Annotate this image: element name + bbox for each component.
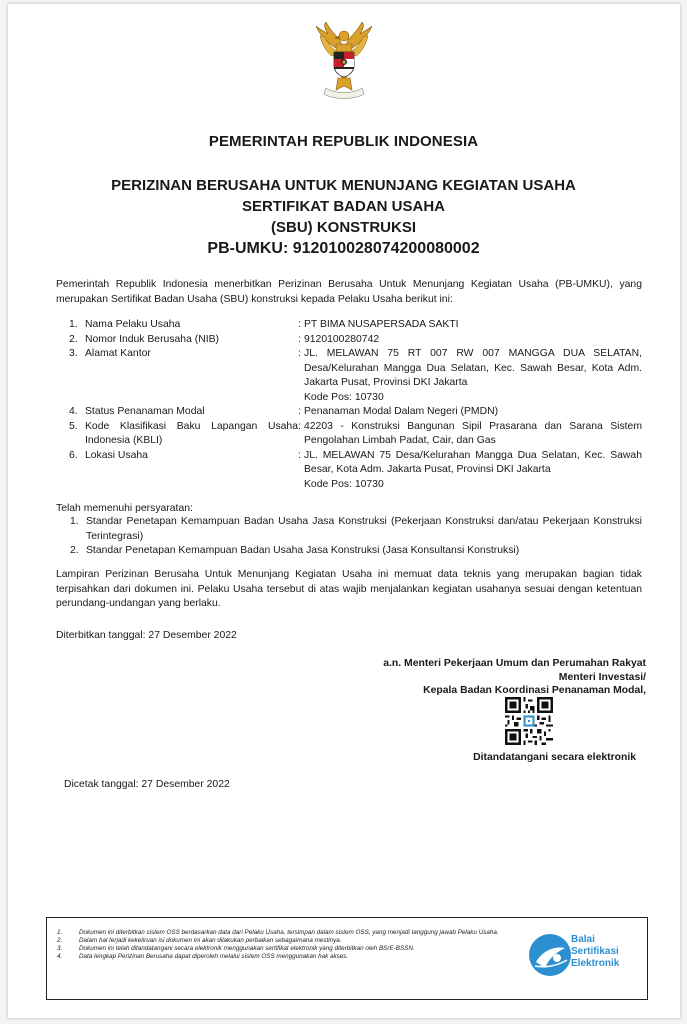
field-value: JL. MELAWAN 75 RT 007 RW 007 MANGGA DUA SELATAN, Desa/Kelurahan Mangga Dua Selatan, Kec. Sawah Besar, Kota Adm. Jakarta Pusat, Provinsi DKI Jakarta [304,348,642,388]
printed-date: Dicetak tanggal: 27 Desember 2022 [64,779,230,790]
field-number: 5. [69,420,78,432]
field-label: Status Penanaman Modal [85,406,205,417]
list-number: 1. [70,516,79,527]
field-value: Penanaman Modal Dalam Negeri (PMDN) [304,406,499,417]
field-value-postcode: Kode Pos: 10730 [304,391,384,403]
bse-text-line-2: Sertifikasi [571,946,619,957]
field-row: 5. Kode Klasifikasi Baku Lapangan Usaha Indonesia (KBLI) : 42203 - Konstruksi Bangunan Sipil Prasarana dan Sarana Sistem Pengolahan Limbah Padat, Cair, dan Gas [56,420,642,449]
field-label: Alamat Kantor [85,348,151,359]
field-row: 3. Alamat Kantor : JL. MELAWAN 75 RT 007 RW 007 MANGGA DUA SELATAN, Desa/Kelurahan Mangga Dua Selatan, Kec. Sawah Besar, Kota Adm. Jakarta Pusat, Provinsi DKI Jakarta Kode Pos: 10730 [56,347,642,405]
certificate-title [0,175,687,259]
garuda-emblem [310,22,378,102]
field-value: 42203 - Konstruksi Bangunan Sipil Prasarana dan Sarana Sistem Pengolahan Limbah Padat, Cair, dan Gas [304,420,642,446]
list-text: Standar Penetapan Kemampuan Badan Usaha Jasa Konstruksi (Pekerjaan Konstruksi dan/atau Pekerjaan Konstruksi Terintegrasi) [86,516,642,542]
field-number: 4. [69,406,78,417]
signatory-line-1: a.n. Menteri Pekerjaan Umum dan Perumahan Rakyat [383,658,646,669]
field-value: JL. MELAWAN 75 Desa/Kelurahan Mangga Dua Selatan, Kec. Sawah Besar, Kota Adm. Jakarta Pusat, Provinsi DKI Jakarta [304,449,642,475]
bse-text-line-1: Balai [571,934,595,945]
field-label: Lokasi Usaha [85,449,148,461]
field-row: 1. Nama Pelaku Usaha : PT BIMA NUSAPERSADA SAKTI [56,318,642,333]
field-number: 1. [69,319,78,330]
field-number: 3. [69,348,78,359]
bse-emblem-icon [527,932,573,978]
electronic-signature-note: Ditandatangani secara elektronik [473,752,636,763]
field-row: 4. Status Penanaman Modal : Penanaman Modal Dalam Negeri (PMDN) [56,405,642,420]
footer-note: 1. Dokumen ini diterbitkan sistem OSS berdasarkan data dari Pelaku Usaha, tersimpan dalam sistem OSS, yang menjadi tanggung jawab Pelaku Usaha. [57,929,499,936]
field-row: 2. Nomor Induk Berusaha (NIB) : 9120100280742 [56,333,642,348]
license-number: PB-UMKU: 912010028074200080002 [207,240,480,257]
field-number: 2. [69,333,78,345]
field-value: PT BIMA NUSAPERSADA SAKTI [304,319,459,330]
list-item [56,544,642,559]
title-line-1: PERIZINAN BERUSAHA UNTUK MENUNJANG KEGIATAN USAHA [111,177,576,194]
issued-date: Diterbitkan tanggal: 27 Desember 2022 [56,630,237,641]
signatory-line-2: Menteri Investasi/ [558,671,646,683]
field-value-postcode: Kode Pos: 10730 [304,478,384,490]
qr-code [505,697,553,745]
field-number: 6. [69,449,78,461]
business-details [56,318,642,492]
field-row: 6. Lokasi Usaha : JL. MELAWAN 75 Desa/Kelurahan Mangga Dua Selatan, Kec. Sawah Besar, Kota Adm. Jakarta Pusat, Provinsi DKI Jakarta Kode Pos: 10730 [56,449,642,493]
government-title: PEMERINTAH REPUBLIK INDONESIA [208,133,479,150]
footer-note: 4. Data lengkap Perizinan Berusaha dapat diperoleh melalui sistem OSS menggunakan hak akses. [57,953,349,960]
field-label: Nama Pelaku Usaha [85,319,181,330]
signatory-block [360,657,646,698]
bse-text-line-3: Elektronik [571,958,620,969]
requirements-heading: Telah memenuhi persyaratan: [56,503,193,514]
list-number: 2. [70,545,79,556]
intro-paragraph: Pemerintah Republik Indonesia menerbitkan Perizinan Berusaha Untuk Menunjang Kegiatan Usaha (PB-UMKU), yang merupakan Sertifikat Badan Usaha (SBU) konstruksi kepada Pelaku Usaha berikut ini: [56,279,642,305]
list-text: Standar Penetapan Kemampuan Badan Usaha Jasa Konstruksi (Jasa Konsultansi Konstruksi) [86,545,520,556]
field-label: Kode Klasifikasi Baku Lapangan Usaha Indonesia (KBLI) [85,420,298,446]
bse-logo [527,932,637,982]
footer-notes-box [46,917,648,1000]
closing-paragraph: Lampiran Perizinan Berusaha Untuk Menunjang Kegiatan Usaha ini memuat data teknis yang merupakan bagian tidak terpisahkan dari dokumen ini. Pelaku Usaha tersebut di atas wajib menjalankan kegiatan usahanya sesuai dengan ketentuan perundang-undangan yang berlaku. [56,569,642,609]
requirements-list [56,515,642,559]
field-value: 9120100280742 [304,333,380,345]
footer-note: 2. Dalam hal terjadi kekeliruan isi dokumen ini akan dilakukan perbaikan sebagaimana mestinya. [57,937,342,944]
field-label: Nomor Induk Berusaha (NIB) [85,333,219,345]
footer-note: 3. Dokumen ini telah ditandatangani secara elektronik menggunakan sertifikat elektronik yang diterbitkan oleh BSrE-BSSN. [57,945,415,952]
title-line-2: SERTIFIKAT BADAN USAHA [241,198,446,215]
signatory-line-3: Kepala Badan Koordinasi Penanaman Modal, [423,685,646,696]
title-line-3: (SBU) KONSTRUKSI [271,219,416,236]
list-item [56,515,642,544]
